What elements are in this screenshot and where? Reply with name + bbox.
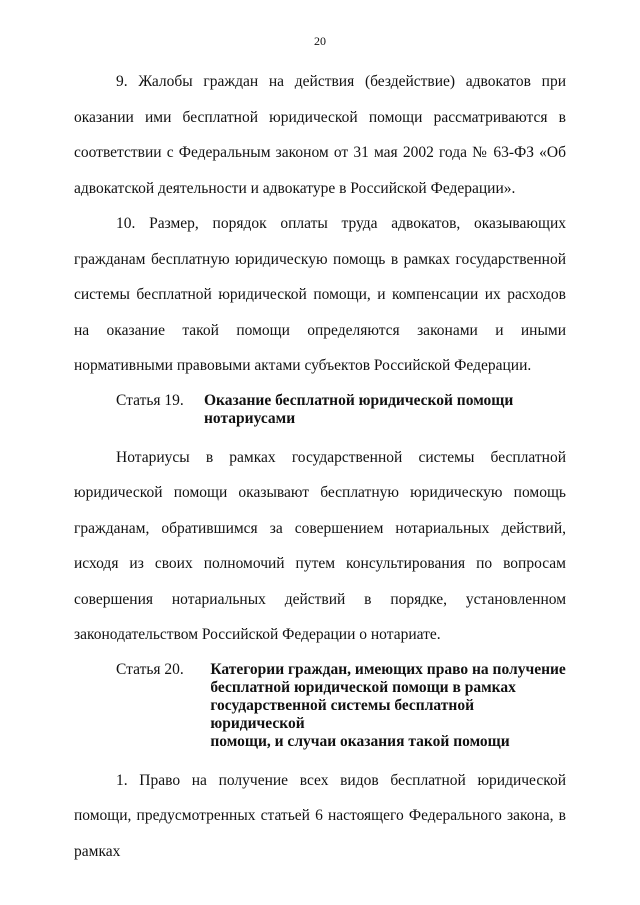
article-19-title-line: Оказание бесплатной юридической помощи [204,391,514,409]
paragraph-10: 10. Размер, порядок оплаты труда адвокатов, оказывающих гражданам бесплатную юридическую помощь в рамках государственной системы бесплатной юридической помощи, и компенсации их расходов на оказание такой помощи определяются законами и иными нормативными правовыми актами субъектов Российской Федерации. [74,215,566,374]
article-20-heading [74,661,566,751]
document-body [74,60,566,869]
article-19-title [199,392,513,428]
page-number: 20 [314,34,326,48]
article-20-title-line: бесплатной юридической помощи в рамках [210,678,516,696]
paragraph-9: 9. Жалобы граждан на действия (бездействие) адвокатов при оказании ими бесплатной юридической помощи рассматриваются в соответствии с Федеральным законом от 31 мая 2002 года № 63-ФЗ «Об адвокатской деятельности и адвокатуре в Российской Федерации». [74,73,566,197]
article-20-title-line: помощи, и случаи оказания такой помощи [210,732,510,750]
article-19-title-line: нотариусами [204,409,296,427]
article-20-title [210,661,566,751]
article-19-heading [74,392,566,428]
article-19-text: Нотариусы в рамках государственной системы бесплатной юридической помощи оказывают бесплатную юридическую помощь гражданам, обратившимся за совершением нотариальных действий, исходя из своих полномочий путем консультирования по вопросам совершения нотариальных действий в порядке, установленном законодательством Российской Федерации о нотариате. [74,448,566,643]
article-20-title-line: Категории граждан, имеющих право на получение [210,660,566,678]
article-20-title-line: государственной системы бесплатной юридической [210,696,475,732]
article-20-text: 1. Право на получение всех видов бесплатной юридической помощи, предусмотренных статьей 6 настоящего Федерального закона, в рамках [74,771,566,860]
article-20-label: Статья 20. [116,660,184,678]
article-19-label: Статья 19. [116,391,184,409]
